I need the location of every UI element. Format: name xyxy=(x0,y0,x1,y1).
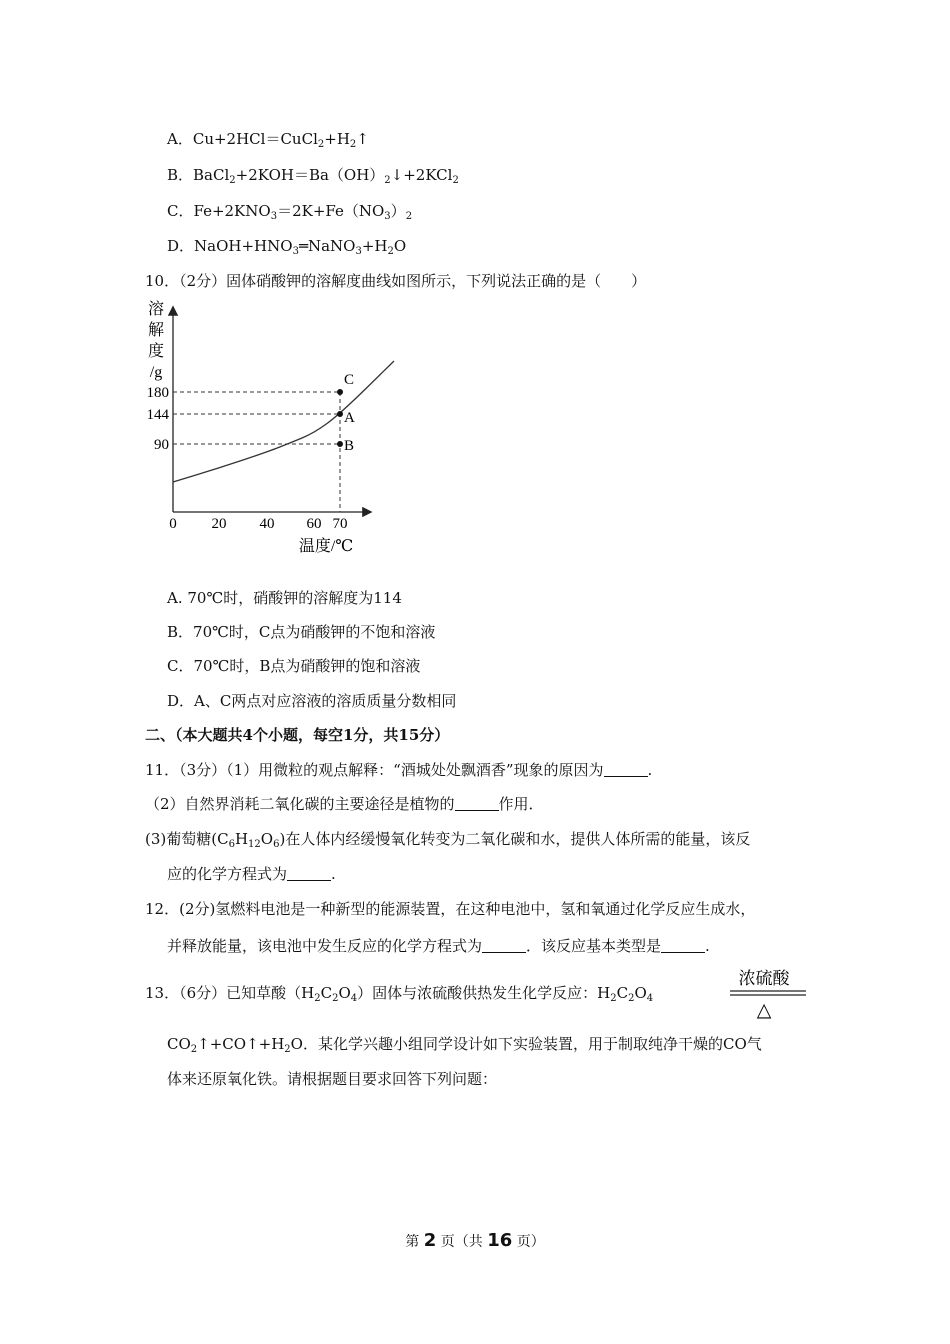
q10-option-c: C．70℃时，B点为硝酸钾的饱和溶液 xyxy=(167,657,421,675)
footer-text: 页） xyxy=(516,1234,545,1250)
data-point-b xyxy=(337,441,343,447)
footer-text: 页（共 xyxy=(440,1234,483,1250)
q10-option-a: A. 70℃时，硝酸钾的溶解度为114 xyxy=(167,589,402,607)
q11-part2-text: （2）自然界消耗二氧化碳的主要途径是植物的 xyxy=(145,795,455,813)
x-tick-label: 20 xyxy=(211,516,227,532)
page-number: 2 xyxy=(423,1230,437,1251)
subscript: 3 xyxy=(384,211,391,222)
formula-part: Fe+2KNO xyxy=(193,202,271,220)
q11-part2 xyxy=(145,793,544,814)
punctuation: . xyxy=(705,937,710,955)
q13-line1 xyxy=(145,982,653,1003)
formula-part: ↓+2KCl xyxy=(390,166,453,184)
q10-stem: 10．（2分）固体硝酸钾的溶解度曲线如图所示，下列说法正确的是（ ） xyxy=(145,272,647,290)
q9-option-d xyxy=(167,235,406,256)
q13-text: O．某化学兴趣小组同学设计如下实验装置，用于制取纯净干燥的CO气 xyxy=(290,1035,762,1053)
subscript: 2 xyxy=(284,1044,291,1055)
formula-part: ） xyxy=(390,202,406,220)
q11-part3-text: O xyxy=(260,830,274,848)
data-point-a xyxy=(337,411,343,417)
subscript: 2 xyxy=(317,139,325,150)
option-label: B． xyxy=(167,166,194,184)
q12-line1: 12．(2分)氢燃料电池是一种新型的能源装置，在这种电池中，氢和氧通过化学反应生成水， xyxy=(145,900,756,918)
subscript: 3 xyxy=(355,246,362,257)
subscript: 2 xyxy=(384,175,391,186)
option-label: C． xyxy=(167,202,194,220)
y-tick-label: 90 xyxy=(154,437,169,453)
reaction-condition xyxy=(728,964,808,1024)
punctuation: . xyxy=(331,865,336,883)
q13-text: 13．（6分）已知草酸（H xyxy=(145,984,315,1002)
y-tick-label: 144 xyxy=(146,407,169,423)
q11-part1-text: 11．（3分）（1）用微粒的观点解释：“酒城处处飘酒香”现象的原因为 xyxy=(145,761,604,779)
total-pages: 16 xyxy=(487,1230,513,1251)
q11-part3-line2 xyxy=(167,863,336,884)
point-label-c: C xyxy=(344,372,355,388)
data-point-c xyxy=(337,389,343,395)
q11-part3-text: (3)葡萄糖(C xyxy=(145,830,229,848)
subscript: 2 xyxy=(628,993,635,1004)
formula-part: +H xyxy=(324,130,350,148)
formula-part: NaOH+HNO xyxy=(194,237,293,255)
y-label-char: 解 xyxy=(147,322,165,339)
option-label: D． xyxy=(167,237,195,255)
formula-part: +H xyxy=(361,237,388,255)
equation-part: O xyxy=(634,984,647,1002)
q13-line2 xyxy=(167,1033,762,1054)
page-footer xyxy=(0,1230,950,1251)
q13-text: C xyxy=(320,984,333,1002)
footer-text: 第 xyxy=(405,1234,420,1250)
subscript: 2 xyxy=(349,139,357,150)
x-tick-label: 70 xyxy=(332,516,348,532)
option-label: A． xyxy=(167,130,193,148)
q10-option-b: B．70℃时，C点为硝酸钾的不饱和溶液 xyxy=(167,623,436,641)
equation-part: H xyxy=(597,984,611,1002)
q12-text: ．该反应基本类型是 xyxy=(526,937,662,955)
y-label-char: /g xyxy=(149,364,163,381)
q11-part1 xyxy=(145,759,652,780)
subscript: 2 xyxy=(405,211,413,222)
solubility-chart xyxy=(140,296,410,561)
subscript: 2 xyxy=(387,246,394,257)
q12-line2 xyxy=(167,935,710,956)
answer-blank[interactable] xyxy=(287,866,331,881)
y-label-char: 度 xyxy=(147,343,165,360)
q12-text: 并释放能量，该电池中发生反应的化学方程式为 xyxy=(167,937,483,955)
answer-blank[interactable] xyxy=(482,938,526,953)
condition-heat: △ xyxy=(756,999,772,1021)
x-tick-label: 40 xyxy=(259,516,275,532)
subscript: 2 xyxy=(332,993,339,1004)
y-axis-label xyxy=(148,300,164,381)
q10-option-d: D．A、C两点对应溶液的溶质质量分数相同 xyxy=(167,692,457,710)
q9-option-b xyxy=(167,164,459,185)
q11-part3-text: H xyxy=(234,830,249,848)
q11-part2-end: 作用． xyxy=(498,795,544,813)
formula-part: O xyxy=(393,237,407,255)
answer-blank[interactable] xyxy=(455,796,499,811)
formula-part: ═NaNO xyxy=(298,237,356,255)
q13-text: CO xyxy=(167,1035,191,1053)
x-axis-label: 温度/℃ xyxy=(298,538,354,555)
subscript: 2 xyxy=(452,175,459,186)
punctuation: . xyxy=(647,761,653,779)
q13-line3: 体来还原氧化铁。请根据题目要求回答下列问题： xyxy=(167,1070,498,1088)
q11-part3 xyxy=(145,828,750,849)
subscript: 12 xyxy=(248,839,261,850)
q13-text: ）固体与浓硫酸供热发生化学反应： xyxy=(357,984,598,1002)
formula-part: ↑ xyxy=(356,130,369,148)
q11-part3-line2-text: 应的化学方程式为 xyxy=(167,865,288,883)
q9-option-c xyxy=(167,200,412,221)
subscript: 3 xyxy=(292,246,299,257)
formula-part: Cu+2HCl＝CuCl xyxy=(192,130,318,148)
subscript: 2 xyxy=(229,175,236,186)
section-heading: 二、（本大题共4个小题，每空1分，共15分） xyxy=(145,726,450,744)
subscript: 2 xyxy=(610,993,617,1004)
x-tick-label: 0 xyxy=(169,516,177,532)
point-label-b: B xyxy=(344,438,355,454)
q9-option-a xyxy=(167,128,369,149)
y-label-char: 溶 xyxy=(147,301,165,318)
q13-text: ↑+CO↑+H xyxy=(197,1035,285,1053)
subscript: 6 xyxy=(228,839,235,850)
subscript: 3 xyxy=(270,211,278,222)
q11-part3-text: )在人体内经缓慢氧化转变为二氧化碳和水，提供人体所需的能量，该反 xyxy=(279,830,751,848)
formula-part: BaCl xyxy=(193,166,230,184)
subscript: 4 xyxy=(646,993,654,1004)
subscript: 2 xyxy=(314,993,321,1004)
x-tick-label: 60 xyxy=(306,516,322,532)
subscript: 4 xyxy=(350,993,358,1004)
answer-blank[interactable] xyxy=(604,762,648,777)
point-label-a: A xyxy=(344,410,355,426)
subscript: 2 xyxy=(190,1044,198,1055)
formula-part: ＝2K+Fe（NO xyxy=(277,202,385,220)
equation-part: C xyxy=(616,984,629,1002)
formula-part: +2KOH＝Ba（OH） xyxy=(235,166,385,184)
solubility-curve xyxy=(173,361,394,482)
y-tick-label: 180 xyxy=(146,385,169,401)
answer-blank[interactable] xyxy=(661,938,705,953)
condition-catalyst: 浓硫酸 xyxy=(738,969,790,989)
q13-text: O xyxy=(338,984,351,1002)
subscript: 6 xyxy=(273,839,280,850)
